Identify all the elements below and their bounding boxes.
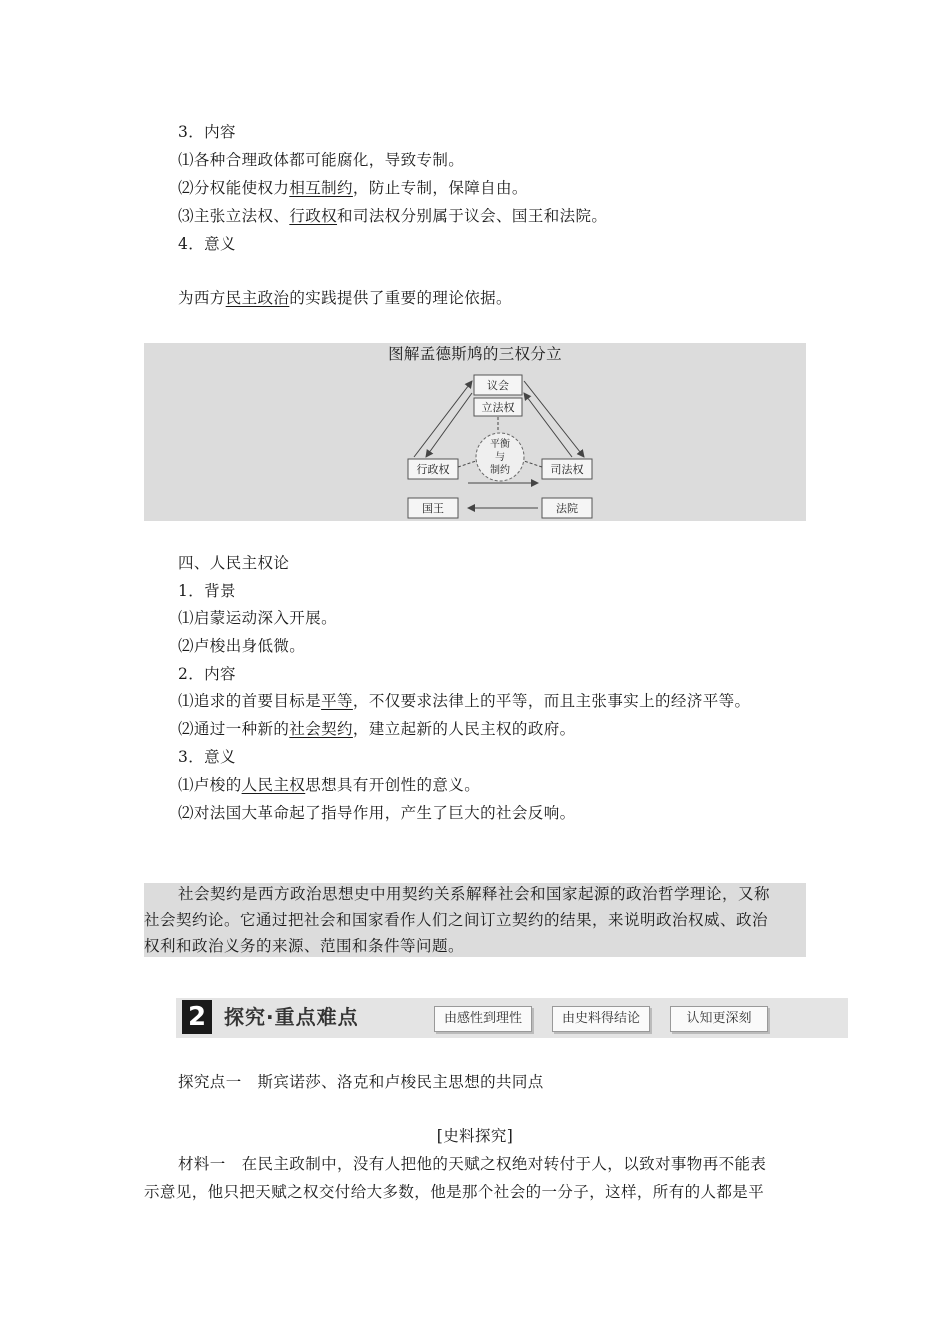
text-segment: ，不仅要求法律上的平等，而且主张事实上的经济平等。 bbox=[352, 692, 751, 710]
note-line-1: 社会契约是西方政治思想史中用契约关系解释社会和国家起源的政治哲学理论，又称 bbox=[178, 885, 771, 903]
underlined-term: 社会契约 bbox=[289, 720, 353, 738]
background-item-2: ⑵卢梭出身低微。 bbox=[178, 637, 306, 655]
text-segment: ⑵分权能使权力 bbox=[178, 179, 290, 197]
executive-label: 行政权 bbox=[416, 463, 450, 476]
content-item-1: ⑴各种合理政体都可能腐化，导致专制。 bbox=[178, 151, 465, 169]
text-segment: ，建立起新的人民主权的政府。 bbox=[352, 720, 576, 738]
section-number-badge: 2 bbox=[182, 1000, 212, 1034]
text-segment: 的实践提供了重要的理论依据。 bbox=[289, 289, 512, 307]
content-heading: 3．内容 bbox=[178, 123, 236, 141]
section-banner bbox=[176, 998, 848, 1038]
background-item-1: ⑴启蒙运动深入开展。 bbox=[178, 609, 338, 627]
text-segment: ⑴追求的首要目标是 bbox=[178, 692, 322, 710]
material-1-line-2: 示意见，他只把天赋之权交付给大多数，他是那个社会的一分子，这样，所有的人都是平 bbox=[144, 1183, 765, 1201]
underlined-term: 民主政治 bbox=[225, 289, 290, 307]
arrow-parliament-to-executive bbox=[426, 393, 472, 457]
dashed-link-executive bbox=[458, 461, 476, 467]
underlined-term: 人民主权 bbox=[241, 776, 306, 794]
banner-tag-2: 由史料得结论 bbox=[552, 1006, 650, 1032]
note-line-2: 社会契约论。它通过把社会和国家看作人们之间订立契约的结果，来说明政治权威、政治 bbox=[144, 911, 769, 929]
text-segment: 思想具有开创性的意义。 bbox=[305, 776, 481, 794]
explore-point-1: 探究点一 斯宾诺莎、洛克和卢梭民主思想的共同点 bbox=[178, 1073, 544, 1091]
note-line-3: 权利和政治义务的来源、范围和条件等问题。 bbox=[144, 937, 465, 955]
content-item-2 bbox=[178, 177, 528, 199]
significance-text bbox=[178, 287, 512, 309]
balance-label-3: 制约 bbox=[490, 465, 510, 476]
banner-title: 探究·重点难点 bbox=[224, 1005, 359, 1029]
text-segment: ，防止专制，保障自由。 bbox=[352, 179, 528, 197]
separation-of-powers-figure bbox=[144, 343, 806, 521]
part4-significance-item-2: ⑵对法国大革命起了指导作用，产生了巨大的社会反响。 bbox=[178, 804, 576, 822]
arrow-judicial-to-parliament bbox=[524, 393, 572, 457]
arrow-parliament-to-judicial bbox=[524, 381, 584, 457]
underlined-term: 相互制约 bbox=[289, 179, 353, 197]
powers-diagram bbox=[144, 343, 806, 521]
text-segment: ⑴卢梭的 bbox=[178, 776, 242, 794]
balance-label-1: 平衡 bbox=[490, 439, 510, 450]
banner-tag-1: 由感性到理性 bbox=[434, 1006, 532, 1032]
banner-tag-3: 认知更深刻 bbox=[670, 1006, 768, 1032]
part4-content-item-1 bbox=[178, 690, 750, 712]
part4-title: 四、人民主权论 bbox=[178, 554, 290, 572]
part4-content-heading: 2．内容 bbox=[178, 665, 236, 683]
background-heading: 1．背景 bbox=[178, 582, 236, 600]
part4-significance-heading: 3．意义 bbox=[178, 748, 236, 766]
material-1-line-1: 材料一 在民主政制中，没有人把他的天赋之权绝对转付于人，以致对事物再不能表 bbox=[178, 1155, 767, 1173]
text-segment: ⑶主张立法权、 bbox=[178, 207, 290, 225]
underlined-term: 平等 bbox=[321, 692, 353, 710]
king-label: 国王 bbox=[422, 502, 444, 515]
underlined-term: 行政权 bbox=[289, 207, 338, 225]
figure-title: 图解孟德斯鸠的三权分立 bbox=[388, 345, 562, 363]
social-contract-note bbox=[144, 883, 806, 957]
content-item-3 bbox=[178, 205, 607, 227]
arrow-executive-to-parliament bbox=[414, 381, 472, 457]
judicial-label: 司法权 bbox=[550, 463, 584, 476]
text-segment: 和司法权分别属于议会、国王和法院。 bbox=[337, 207, 608, 225]
balance-label-2: 与 bbox=[495, 452, 505, 463]
parliament-label: 议会 bbox=[487, 379, 509, 392]
text-segment: ⑵通过一种新的 bbox=[178, 720, 290, 738]
text-segment: 为西方 bbox=[178, 289, 226, 307]
legislative-label: 立法权 bbox=[481, 401, 515, 414]
part4-significance-item-1 bbox=[178, 774, 480, 796]
court-label: 法院 bbox=[556, 502, 578, 515]
part4-content-item-2 bbox=[178, 718, 576, 740]
significance-heading: 4．意义 bbox=[178, 235, 236, 253]
section-label: [史料探究] bbox=[436, 1127, 514, 1145]
dashed-link-judicial bbox=[524, 461, 542, 467]
